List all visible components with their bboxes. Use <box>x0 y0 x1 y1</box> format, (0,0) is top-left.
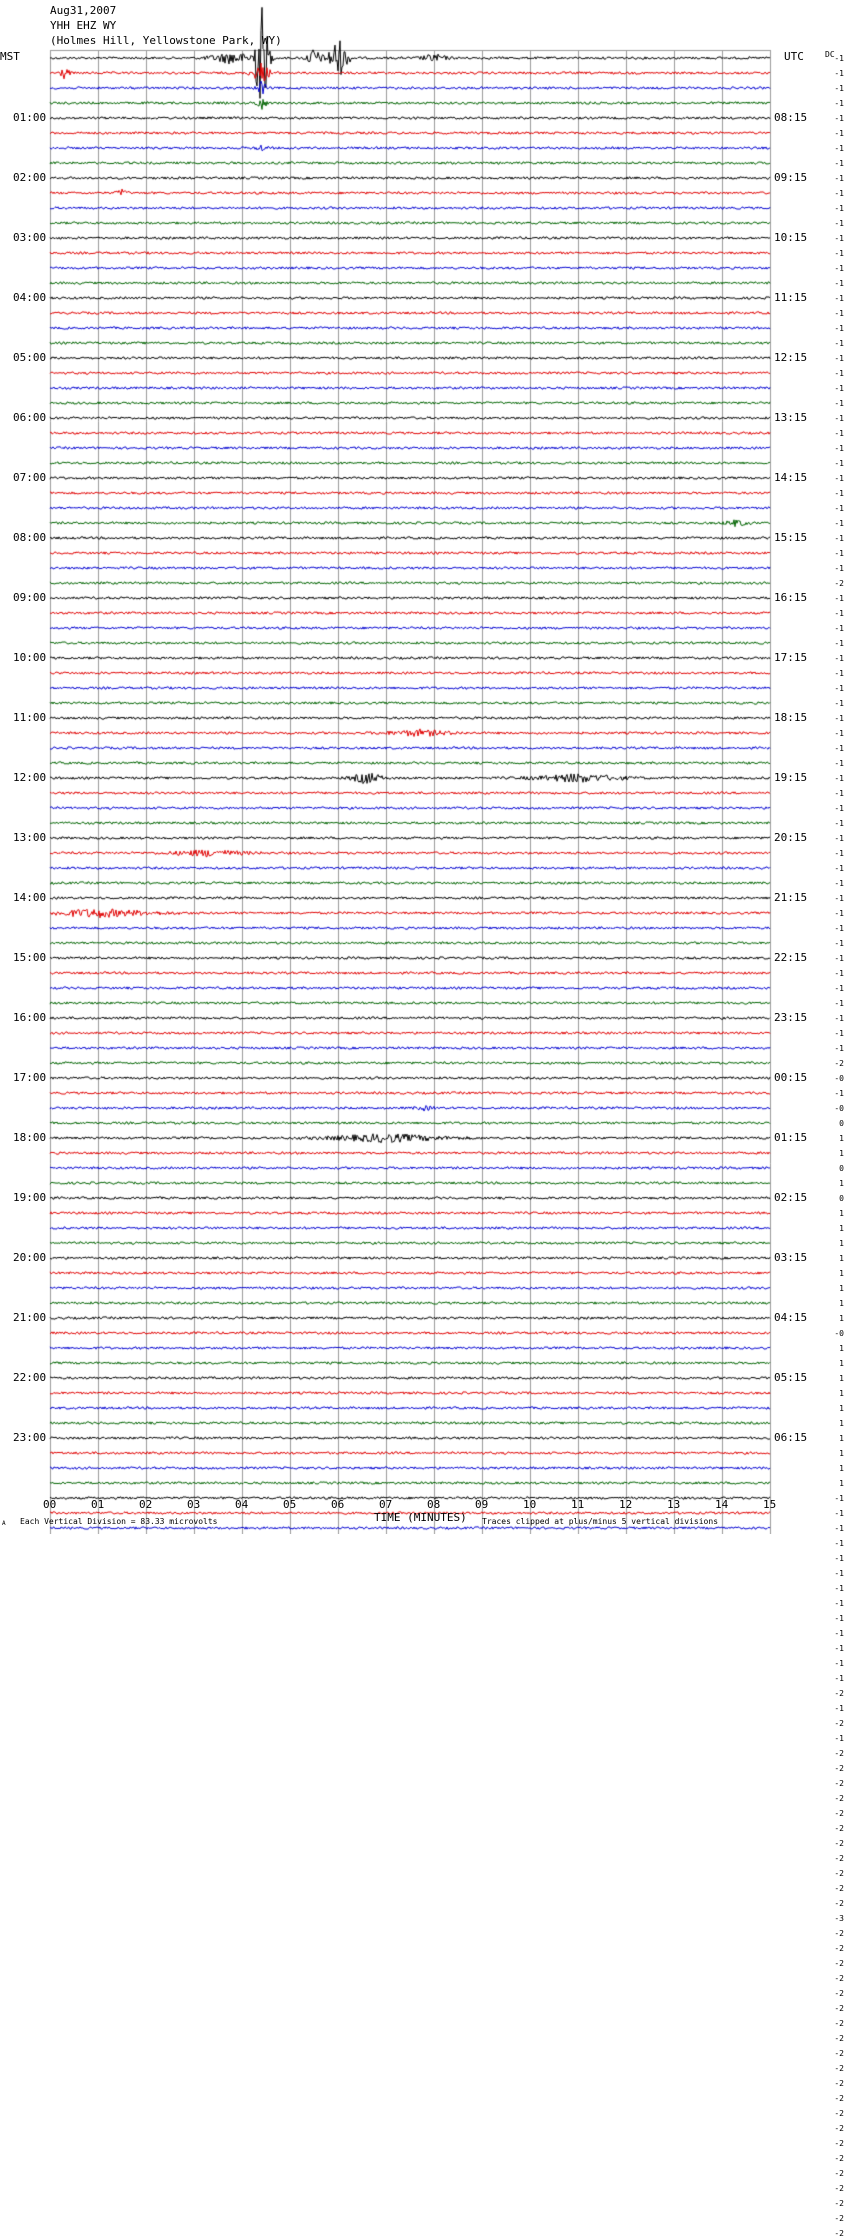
dc-offset: -1 <box>834 129 844 138</box>
dc-offset: -1 <box>834 624 844 633</box>
dc-offset: 1 <box>839 1434 844 1443</box>
right-hour-label: 18:15 <box>774 711 808 724</box>
left-hour-label: 08:00 <box>13 531 47 544</box>
right-hour-label: 03:15 <box>774 1251 808 1264</box>
x-tick-label: 04 <box>235 1498 249 1511</box>
left-hour-label: 01:00 <box>13 111 47 124</box>
right-hour-label: 00:15 <box>774 1071 808 1084</box>
dc-offset: -1 <box>834 879 844 888</box>
dc-offset: -2 <box>834 579 844 588</box>
left-hour-label: 07:00 <box>13 471 47 484</box>
dc-offset: -1 <box>834 1044 844 1053</box>
dc-offset: -2 <box>834 2004 844 2013</box>
dc-offset: -2 <box>834 2214 844 2223</box>
left-hour-label: 22:00 <box>13 1371 47 1384</box>
dc-offset: -1 <box>834 789 844 798</box>
dc-offset: -1 <box>834 1704 844 1713</box>
left-hour-label: 17:00 <box>13 1071 47 1084</box>
dc-offset: -2 <box>834 2124 844 2133</box>
left-hour-label: 06:00 <box>13 411 47 424</box>
dc-offset: -1 <box>834 84 844 93</box>
x-tick-label: 00 <box>43 1498 57 1511</box>
dc-offset: 1 <box>839 1254 844 1263</box>
dc-offset: -0 <box>834 1329 844 1338</box>
dc-offset: -1 <box>834 819 844 828</box>
dc-offset: -1 <box>834 609 844 618</box>
dc-offset: -2 <box>834 1764 844 1773</box>
left-hour-label: 23:00 <box>13 1431 47 1444</box>
dc-offset: 1 <box>839 1149 844 1158</box>
x-tick-label: 15 <box>763 1498 777 1511</box>
dc-offset: -1 <box>834 399 844 408</box>
dc-offset: -1 <box>834 459 844 468</box>
dc-offset: -1 <box>834 1524 844 1533</box>
dc-offset: 1 <box>839 1374 844 1383</box>
x-tick-label: 06 <box>331 1498 345 1511</box>
dc-offset: 1 <box>839 1419 844 1428</box>
dc-offset: -1 <box>834 1014 844 1023</box>
dc-offset: -1 <box>834 1659 844 1668</box>
left-hour-label: 18:00 <box>13 1131 47 1144</box>
dc-offset: 1 <box>839 1134 844 1143</box>
dc-offset: 1 <box>839 1404 844 1413</box>
dc-offset: -1 <box>834 969 844 978</box>
x-tick-label: 02 <box>139 1498 153 1511</box>
dc-offset: -2 <box>834 1794 844 1803</box>
left-hour-label: 20:00 <box>13 1251 47 1264</box>
dc-offset: -1 <box>834 159 844 168</box>
dc-offset: -1 <box>834 759 844 768</box>
left-hour-label: 21:00 <box>13 1311 47 1324</box>
dc-offset: -1 <box>834 549 844 558</box>
right-hour-label: 13:15 <box>774 411 808 424</box>
dc-offset: -1 <box>834 1584 844 1593</box>
dc-offset: -1 <box>834 114 844 123</box>
dc-offset: -2 <box>834 2184 844 2193</box>
vertical-division-note: Each Vertical Division = 83.33 microvolts <box>20 1517 218 1526</box>
dc-offset: -2 <box>834 1899 844 1908</box>
x-tick-label: 10 <box>523 1498 537 1511</box>
left-hour-label: 02:00 <box>13 171 47 184</box>
dc-offset: 1 <box>839 1209 844 1218</box>
dc-offset: -2 <box>834 2049 844 2058</box>
dc-offset: -2 <box>834 1779 844 1788</box>
dc-offset: -1 <box>834 174 844 183</box>
dc-offset: -1 <box>834 834 844 843</box>
dc-offset: -2 <box>834 2034 844 2043</box>
dc-offset: -2 <box>834 1689 844 1698</box>
dc-offset: -1 <box>834 1509 844 1518</box>
right-hour-label: 08:15 <box>774 111 808 124</box>
dc-offset: -1 <box>834 474 844 483</box>
x-tick-label: 05 <box>283 1498 297 1511</box>
x-tick-label: 09 <box>475 1498 489 1511</box>
clipping-note: Traces clipped at plus/minus 5 vertical divisions <box>482 1517 719 1526</box>
dc-offset: -1 <box>834 774 844 783</box>
left-hour-label: 05:00 <box>13 351 47 364</box>
dc-offset: 1 <box>839 1314 844 1323</box>
right-hour-label: 16:15 <box>774 591 808 604</box>
dc-offset: -2 <box>834 1059 844 1068</box>
dc-offset: 1 <box>839 1299 844 1308</box>
dc-offset: -2 <box>834 1869 844 1878</box>
dc-offset: -1 <box>834 1599 844 1608</box>
dc-offset: -1 <box>834 864 844 873</box>
dc-offset: 1 <box>839 1239 844 1248</box>
dc-offset: -1 <box>834 339 844 348</box>
dc-offset: 0 <box>839 1194 844 1203</box>
left-hour-label: 13:00 <box>13 831 47 844</box>
dc-offset: -1 <box>834 564 844 573</box>
x-tick-label: 11 <box>571 1498 585 1511</box>
dc-offset: 1 <box>839 1449 844 1458</box>
right-hour-label: 09:15 <box>774 171 808 184</box>
dc-offset: -0 <box>834 1074 844 1083</box>
left-hour-label: 16:00 <box>13 1011 47 1024</box>
dc-offset: -1 <box>834 1554 844 1563</box>
left-hour-label: 03:00 <box>13 231 47 244</box>
dc-offset: -2 <box>834 1854 844 1863</box>
right-hour-label: 19:15 <box>774 771 808 784</box>
dc-offset: -1 <box>834 519 844 528</box>
dc-offset: -1 <box>834 489 844 498</box>
dc-offset: 1 <box>839 1464 844 1473</box>
dc-offset: -1 <box>834 669 844 678</box>
dc-offset: -1 <box>834 1734 844 1743</box>
dc-offset: -1 <box>834 984 844 993</box>
dc-offset: -1 <box>834 534 844 543</box>
dc-offset: -1 <box>834 54 844 63</box>
dc-offset: -1 <box>834 204 844 213</box>
dc-offset: -2 <box>834 1719 844 1728</box>
dc-offset: 1 <box>839 1344 844 1353</box>
dc-offset: -2 <box>834 1959 844 1968</box>
dc-offset: -1 <box>834 699 844 708</box>
dc-offset: -1 <box>834 894 844 903</box>
dc-offset: -2 <box>834 2079 844 2088</box>
dc-offset: -1 <box>834 639 844 648</box>
dc-offset: -1 <box>834 654 844 663</box>
dc-offset: -1 <box>834 504 844 513</box>
dc-offset: -1 <box>834 1089 844 1098</box>
dc-offset: -2 <box>834 1944 844 1953</box>
right-hour-label: 23:15 <box>774 1011 808 1024</box>
dc-offset: -1 <box>834 294 844 303</box>
dc-offset: 1 <box>839 1359 844 1368</box>
dc-offset: -3 <box>834 1914 844 1923</box>
dc-offset: -1 <box>834 69 844 78</box>
dc-offset: -1 <box>834 924 844 933</box>
x-axis-title: TIME (MINUTES) <box>374 1511 467 1524</box>
dc-offset: -0 <box>834 1104 844 1113</box>
dc-offset: -2 <box>834 1989 844 1998</box>
right-hour-label: 21:15 <box>774 891 808 904</box>
left-hour-label: 04:00 <box>13 291 47 304</box>
right-hour-label: 17:15 <box>774 651 808 664</box>
dc-offset: -1 <box>834 279 844 288</box>
x-tick-label: 03 <box>187 1498 201 1511</box>
left-hour-label: 12:00 <box>13 771 47 784</box>
dc-offset: -2 <box>834 1884 844 1893</box>
dc-offset: -1 <box>834 1674 844 1683</box>
dc-offset: -2 <box>834 1839 844 1848</box>
left-hour-label: 19:00 <box>13 1191 47 1204</box>
right-hour-label: 01:15 <box>774 1131 808 1144</box>
x-tick-label: 12 <box>619 1498 633 1511</box>
dc-offset: -1 <box>834 909 844 918</box>
x-tick-label: 07 <box>379 1498 393 1511</box>
dc-offset: -1 <box>834 309 844 318</box>
dc-offset: -1 <box>834 1539 844 1548</box>
dc-offset: -1 <box>834 1614 844 1623</box>
dc-offset: -2 <box>834 2139 844 2148</box>
dc-offset: -1 <box>834 99 844 108</box>
dc-offset: -1 <box>834 1644 844 1653</box>
dc-offset: -1 <box>834 729 844 738</box>
dc-offset: -2 <box>834 1824 844 1833</box>
dc-offset: -1 <box>834 354 844 363</box>
right-hour-label: 05:15 <box>774 1371 808 1384</box>
dc-offset: -1 <box>834 249 844 258</box>
dc-offset: -1 <box>834 1494 844 1503</box>
dc-offset: 0 <box>839 1164 844 1173</box>
dc-offset: -1 <box>834 324 844 333</box>
dc-offset: -1 <box>834 939 844 948</box>
dc-offset: -2 <box>834 2229 844 2238</box>
dc-offset: -2 <box>834 2094 844 2103</box>
dc-offset: -1 <box>834 954 844 963</box>
dc-offset: -1 <box>834 264 844 273</box>
dc-offset: -2 <box>834 1809 844 1818</box>
dc-offset: -1 <box>834 1029 844 1038</box>
station-label: YHH EHZ WY <box>50 19 117 32</box>
right-hour-label: 15:15 <box>774 531 808 544</box>
dc-offset: -1 <box>834 849 844 858</box>
x-tick-label: 13 <box>667 1498 681 1511</box>
dc-offset: -1 <box>834 384 844 393</box>
dc-offset: -2 <box>834 2154 844 2163</box>
right-hour-label: 20:15 <box>774 831 808 844</box>
right-timezone-label: UTC <box>784 50 804 63</box>
left-timezone-label: MST <box>0 50 20 63</box>
right-hour-label: 12:15 <box>774 351 808 364</box>
dc-offset: 1 <box>839 1389 844 1398</box>
x-tick-label: 08 <box>427 1498 441 1511</box>
dc-offset: 0 <box>839 1119 844 1128</box>
right-hour-label: 04:15 <box>774 1311 808 1324</box>
right-hour-label: 10:15 <box>774 231 808 244</box>
dc-offset: -1 <box>834 1629 844 1638</box>
dc-offset: -1 <box>834 744 844 753</box>
dc-offset: -1 <box>834 234 844 243</box>
location-label: (Holmes Hill, Yellowstone Park, WY) <box>50 34 282 47</box>
right-hour-label: 11:15 <box>774 291 808 304</box>
dc-offset: -1 <box>834 804 844 813</box>
dc-offset: -1 <box>834 1569 844 1578</box>
corner-mark: A <box>2 1520 6 1527</box>
dc-offset: 1 <box>839 1269 844 1278</box>
dc-offset: -1 <box>834 144 844 153</box>
x-tick-label: 14 <box>715 1498 729 1511</box>
right-hour-label: 14:15 <box>774 471 808 484</box>
left-hour-label: 14:00 <box>13 891 47 904</box>
dc-offset: -1 <box>834 189 844 198</box>
dc-offset: -2 <box>834 1749 844 1758</box>
dc-offset: -1 <box>834 684 844 693</box>
dc-offset: -1 <box>834 444 844 453</box>
left-hour-label: 09:00 <box>13 591 47 604</box>
dc-label: DC <box>825 50 835 59</box>
dc-offset: -1 <box>834 369 844 378</box>
date-label: Aug31,2007 <box>50 4 117 17</box>
dc-offset: -1 <box>834 219 844 228</box>
left-hour-label: 10:00 <box>13 651 47 664</box>
left-hour-label: 11:00 <box>13 711 47 724</box>
dc-offset: 1 <box>839 1284 844 1293</box>
dc-offset: 1 <box>839 1179 844 1188</box>
dc-offset: -2 <box>834 1974 844 1983</box>
dc-offset: -2 <box>834 2169 844 2178</box>
dc-offset: -1 <box>834 999 844 1008</box>
right-hour-label: 02:15 <box>774 1191 808 1204</box>
right-hour-label: 22:15 <box>774 951 808 964</box>
dc-offset: 1 <box>839 1479 844 1488</box>
dc-offset: -2 <box>834 2019 844 2028</box>
dc-offset: -2 <box>834 2109 844 2118</box>
dc-offset: -1 <box>834 714 844 723</box>
dc-offset: -1 <box>834 594 844 603</box>
dc-offset: 1 <box>839 1224 844 1233</box>
dc-offset: -2 <box>834 1929 844 1938</box>
x-tick-label: 01 <box>91 1498 105 1511</box>
dc-offset: -2 <box>834 2199 844 2208</box>
dc-offset: -2 <box>834 2064 844 2073</box>
dc-offset: -1 <box>834 429 844 438</box>
right-hour-label: 06:15 <box>774 1431 808 1444</box>
dc-offset: -1 <box>834 414 844 423</box>
left-hour-label: 15:00 <box>13 951 47 964</box>
